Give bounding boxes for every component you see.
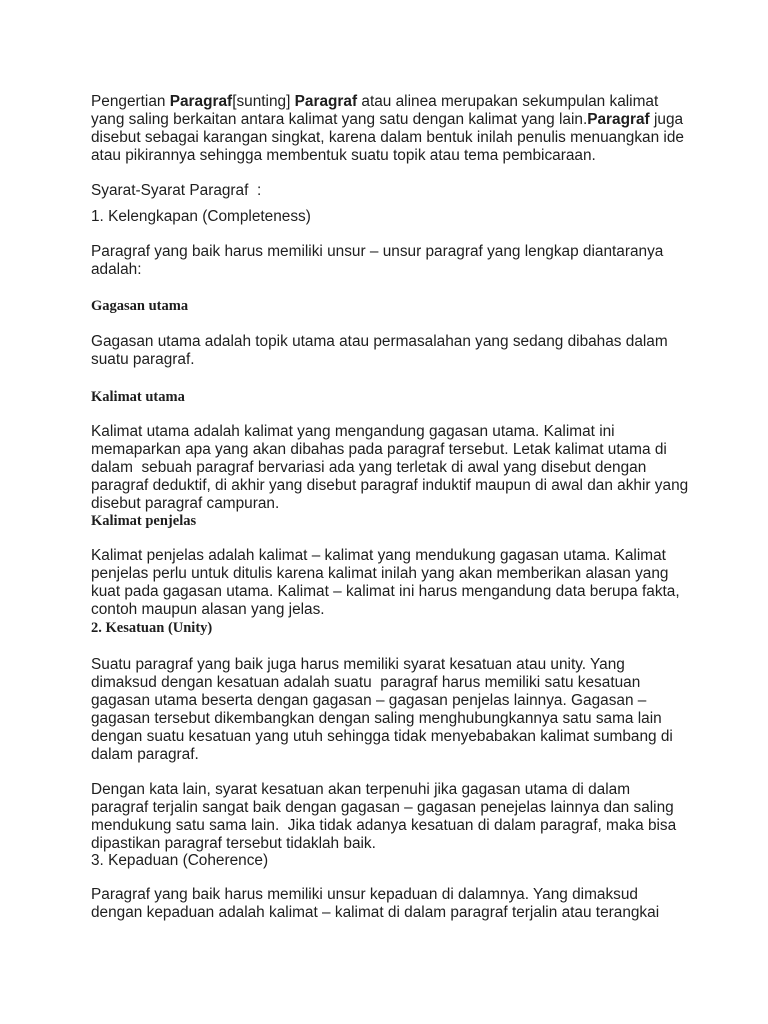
text-segment: Kalimat utama xyxy=(91,389,185,405)
text-segment: 1. Kelengkapan (Completeness) xyxy=(91,208,311,225)
text-segment: contoh maupun alasan yang jelas. xyxy=(91,601,325,618)
text-segment: yang saling berkaitan antara kalimat yang satu dengan kalimat yang lain. xyxy=(91,111,588,128)
text-segment: dimaksud dengan kesatuan adalah suatu paragraf harus memiliki satu kesatuan xyxy=(91,674,641,691)
text-line xyxy=(91,547,666,565)
text-line xyxy=(91,817,676,835)
text-line xyxy=(91,583,680,601)
text-segment: Paragraf yang baik harus memiliki unsur – unsur paragraf yang lengkap diantaranya xyxy=(91,243,664,260)
text-line xyxy=(91,111,683,129)
text-segment: juga xyxy=(649,111,684,128)
text-line xyxy=(91,243,663,261)
bold-term: Paragraf xyxy=(169,93,233,110)
text-segment: Kalimat utama adalah kalimat yang mengandung gagasan utama. Kalimat ini xyxy=(91,423,615,440)
bold-term: Paragraf xyxy=(294,93,358,110)
text-segment: Suatu paragraf yang baik juga harus memiliki syarat kesatuan atau unity. Yang xyxy=(91,656,625,673)
text-segment: disebut paragraf campuran. xyxy=(91,495,280,512)
text-segment: mendukung satu sama lain. Jika tidak adanya kesatuan di dalam paragraf, maka bisa xyxy=(91,817,677,834)
text-line xyxy=(91,565,669,583)
text-segment: Syarat-Syarat Paragraf : xyxy=(91,182,262,199)
text-segment: dengan kepaduan adalah kalimat – kalimat di dalam paragraf terjalin atau terangkai xyxy=(91,904,660,921)
text-line xyxy=(91,904,659,922)
text-segment: gagasan utama beserta dengan gagasan – gagasan penjelas lainnya. Gagasan – xyxy=(91,692,647,709)
text-line xyxy=(91,852,268,870)
text-segment: Gagasan utama adalah topik utama atau permasalahan yang sedang dibahas dalam xyxy=(91,333,668,350)
text-line xyxy=(91,692,646,710)
text-segment: paragraf deduktif, di akhir yang disebut paragraf induktif maupun di awal dan akhir yang xyxy=(91,477,689,494)
text-line xyxy=(91,495,279,513)
text-segment: dipastikan paragraf tersebut tidaklah baik. xyxy=(91,835,376,852)
text-line xyxy=(91,147,596,165)
text-line xyxy=(91,886,638,904)
text-segment: Paragraf yang baik harus memiliki unsur kepaduan di dalamnya. Yang dimaksud xyxy=(91,886,638,903)
text-segment: penjelas perlu untuk ditulis karena kalimat inilah yang akan memberikan alasan yang xyxy=(91,565,669,582)
section-heading xyxy=(91,619,212,637)
text-segment: dalam paragraf. xyxy=(91,746,199,763)
text-line xyxy=(91,351,195,369)
text-segment: paragraf terjalin sangat baik dengan gagasan – gagasan penejelas lainnya dan saling xyxy=(91,799,674,816)
bold-term: Paragraf xyxy=(587,111,650,128)
text-segment: atau pikirannya sehingga membentuk suatu topik atau tema pembicaraan. xyxy=(91,147,596,164)
text-line xyxy=(91,835,376,853)
text-segment: disebut sebagai karangan singkat, karena dalam bentuk inilah penulis menuangkan ide xyxy=(91,129,684,146)
text-line xyxy=(91,728,673,746)
text-segment: 2. Kesatuan (Unity) xyxy=(91,620,213,636)
text-line xyxy=(91,333,668,351)
text-line xyxy=(91,261,142,279)
text-line xyxy=(91,441,667,459)
section-heading xyxy=(91,388,185,406)
text-segment: Gagasan utama xyxy=(91,298,189,314)
text-line xyxy=(91,459,646,477)
text-segment: adalah: xyxy=(91,261,142,278)
text-segment: gagasan tersebut dikembangkan dengan saling menghubungkannya satu sama lain xyxy=(91,710,662,727)
text-line xyxy=(91,208,311,226)
text-line xyxy=(91,477,688,495)
text-segment: [sunting] xyxy=(232,93,295,110)
text-segment: suatu paragraf. xyxy=(91,351,195,368)
text-line xyxy=(91,182,261,200)
section-heading xyxy=(91,297,188,315)
section-heading xyxy=(91,512,196,530)
text-line xyxy=(91,601,325,619)
text-line xyxy=(91,710,662,728)
text-segment: 3. Kepaduan (Coherence) xyxy=(91,852,269,869)
text-line xyxy=(91,656,625,674)
text-line xyxy=(91,674,640,692)
text-segment: Kalimat penjelas xyxy=(91,513,197,529)
text-segment: kuat pada gagasan utama. Kalimat – kalimat ini harus mengandung data berupa fakta, xyxy=(91,583,680,600)
text-line xyxy=(91,423,615,441)
text-segment: dengan suatu kesatuan yang utuh sehingga tidak menyebabakan kalimat sumbang di xyxy=(91,728,673,745)
text-segment: dalam sebuah paragraf bervariasi ada yang terletak di awal yang disebut dengan xyxy=(91,459,647,476)
text-line xyxy=(91,799,674,817)
text-segment: atau alinea merupakan sekumpulan kalimat xyxy=(357,93,659,110)
text-segment: Dengan kata lain, syarat kesatuan akan terpenuhi jika gagasan utama di dalam xyxy=(91,781,631,798)
text-line xyxy=(91,781,630,799)
text-segment: Kalimat penjelas adalah kalimat – kalimat yang mendukung gagasan utama. Kalimat xyxy=(91,547,666,564)
text-segment: Pengertian xyxy=(91,93,170,110)
text-line xyxy=(91,746,199,764)
text-line xyxy=(91,129,684,147)
text-line xyxy=(91,93,658,111)
text-segment: memaparkan apa yang akan dibahas pada paragraf tersebut. Letak kalimat utama di xyxy=(91,441,667,458)
